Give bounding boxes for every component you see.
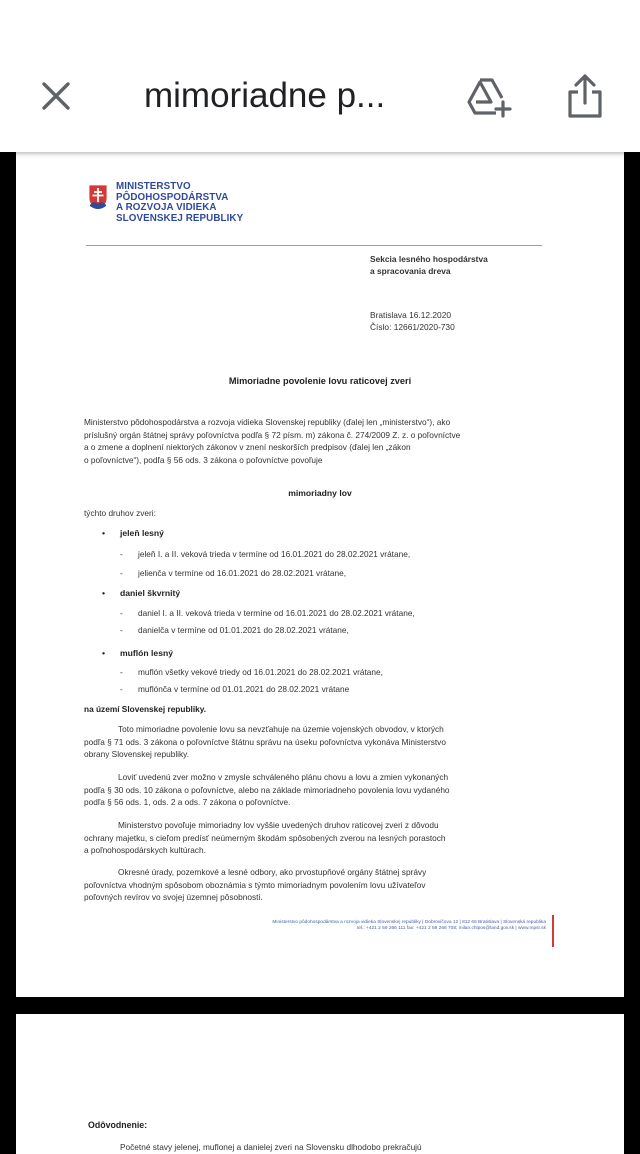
text-line: Loviť uvedenú zver možno v zmysle schváleného plánu chovu a lovu a zmien vykonaných	[118, 772, 449, 782]
body-paragraph	[84, 866, 546, 904]
bullet-icon: •	[102, 588, 106, 598]
species-item	[120, 568, 346, 578]
species-heading	[102, 528, 164, 538]
justification-first-line: Početné stavy jelenej, muflonej a danielej zveri na Slovensku dlhodobo prekračujú	[120, 1142, 422, 1152]
species-heading	[102, 588, 180, 598]
species-name: daniel škvrnitý	[120, 588, 181, 598]
add-to-drive-icon	[466, 77, 512, 117]
dash-icon: -	[120, 549, 123, 559]
text-line: o poľovníctve“), podľa § 56 ods. 3 zákona o poľovníctve povoľuje	[84, 454, 323, 465]
species-item	[120, 549, 410, 559]
species-intro: týchto druhov zveri:	[84, 508, 156, 518]
text-line: obrany Slovenskej republiky.	[84, 749, 189, 760]
species-item-text: muflón všetky vekové triedy od 16.01.2021 do 28.02.2021 vrátane,	[138, 667, 383, 677]
dash-icon: -	[120, 568, 123, 578]
dash-icon: -	[120, 608, 123, 618]
body-paragraph	[84, 723, 546, 761]
dash-icon: -	[120, 667, 123, 677]
species-heading	[102, 648, 173, 658]
page-footer	[200, 920, 546, 933]
close-button[interactable]	[34, 74, 78, 118]
species-item-text: danielča v termíne od 01.01.2021 do 28.02.2021 vrátane,	[138, 625, 349, 635]
section-line: Sekcia lesného hospodárstva	[370, 254, 488, 264]
ministry-line: PÔDOHOSPODÁRSTVA	[116, 191, 229, 203]
page-content	[16, 152, 624, 997]
intro-paragraph	[84, 416, 546, 466]
bullet-icon: •	[102, 648, 106, 658]
text-line: Toto mimoriadne povolenie lovu sa nevzťahuje na územie vojenských obvodov, v ktorých	[118, 724, 444, 734]
species-item	[120, 667, 383, 677]
ministry-line: SLOVENSKEJ REPUBLIKY	[116, 212, 244, 224]
text-line: podľa § 30 ods. 10 zákona o poľovníctve, alebo na základe mimoriadneho povolenia lovu vydaného	[84, 784, 450, 795]
footer-accent	[552, 915, 554, 947]
dash-icon: -	[120, 625, 123, 635]
close-icon	[41, 81, 71, 111]
territory-line: na území Slovenskej republiky.	[84, 704, 207, 714]
text-line: ochrany majetku, s cieľom predísť neúmerným škodám spôsobených zverou na lesných porastoch	[84, 832, 446, 843]
species-item-text: jelienča v termíne od 16.01.2021 do 28.02.2021 vrátane,	[138, 568, 347, 578]
date-block	[370, 309, 455, 333]
text-line: Okresné úrady, pozemkové a lesné odbory, ako prvostupňové orgány štátnej správy	[118, 867, 427, 877]
text-line: a o zmene a doplnení niektorých zákonov v znení neskorších predpisov (ďalej len „zákon	[84, 442, 411, 453]
species-item	[120, 608, 415, 618]
species-item-text: jeleň I. a II. veková trieda v termíne od 16.01.2021 do 28.02.2021 vrátane,	[138, 549, 411, 559]
document-page-1	[16, 152, 624, 997]
document-title: mimoriadne p...	[144, 76, 386, 115]
app-bar	[0, 0, 640, 152]
footer-line: Ministerstvo pôdohospodárstva a rozvoja vidieka Slovenskej republiky | Dobrovičova 12 | 812 66 Bratislava | Slovenská republika	[272, 920, 546, 925]
document-page-2	[16, 1014, 624, 1154]
species-item-text: muflónča v termíne od 01.01.2021 do 28.02.2021 vrátane	[138, 684, 350, 694]
reference-number: Číslo: 12661/2020-730	[370, 322, 455, 332]
species-item	[120, 625, 349, 635]
section-name	[370, 253, 488, 277]
letterhead-divider	[86, 245, 542, 246]
text-line: príslušný orgán štátnej správy poľovníctva podľa § 72 písm. m) zákona č. 274/2009 Z. z. o poľovníctve	[84, 429, 461, 440]
coat-of-arms-icon	[88, 184, 108, 210]
text-line: podľa § 71 ods. 3 zákona o poľovníctve štátnu správu na úseku poľovníctva vykonáva Ministerstvo	[84, 736, 446, 747]
bullet-icon: •	[102, 528, 106, 538]
ministry-name	[116, 182, 316, 224]
text-line: poľovníctva vhodným spôsobom oboznámia s týmto mimoriadnym povolením lovu užívateľov	[84, 879, 426, 890]
text-line: Ministerstvo povoľuje mimoriadny lov vyššie uvedených druhov raticovej zveri z dôvodu	[118, 820, 439, 830]
body-paragraph	[84, 771, 546, 809]
species-name: jeleň lesný	[120, 528, 164, 538]
species-item-text: daniel I. a II. veková trieda v termíne od 16.01.2021 do 28.02.2021 vrátane,	[138, 608, 415, 618]
place-date: Bratislava 16.12.2020	[370, 310, 452, 320]
section-line: a spracovania dreva	[370, 266, 451, 276]
text-line: poľovných revírov vo svojej územnej pôsobnosti.	[84, 892, 263, 903]
species-name: muflón lesný	[120, 648, 174, 658]
species-item	[120, 684, 349, 694]
body-paragraph	[84, 819, 546, 857]
document-viewer[interactable]	[0, 152, 640, 1152]
text-line: a poľnohospodárskych kultúrach.	[84, 845, 206, 856]
footer-line: tel.: +421 2 59 266 111 fax: +421 2 59 266 708; milan.chlpos@land.gov.sk | www.mpsr.sk	[356, 926, 546, 932]
text-line: Ministerstvo pôdohospodárstva a rozvoja vidieka Slovenskej republiky (ďalej len „ministerstvo“), ako	[84, 417, 451, 427]
justification-heading: Odôvodnenie:	[88, 1120, 148, 1130]
ministry-line: MINISTERSTVO	[116, 181, 191, 192]
share-icon	[567, 73, 603, 119]
ministry-line: A ROZVOJA VIDIEKA	[116, 202, 217, 214]
subheading: mimoriadny lov	[288, 488, 352, 498]
share-button[interactable]	[562, 70, 608, 122]
dash-icon: -	[120, 684, 123, 694]
document-heading: Mimoriadne povolenie lovu raticovej zveri	[228, 376, 412, 386]
add-to-drive-button[interactable]	[462, 74, 516, 120]
text-line: podľa § 56 ods. 1, ods. 2 a ods. 7 zákona o poľovníctve.	[84, 797, 291, 808]
